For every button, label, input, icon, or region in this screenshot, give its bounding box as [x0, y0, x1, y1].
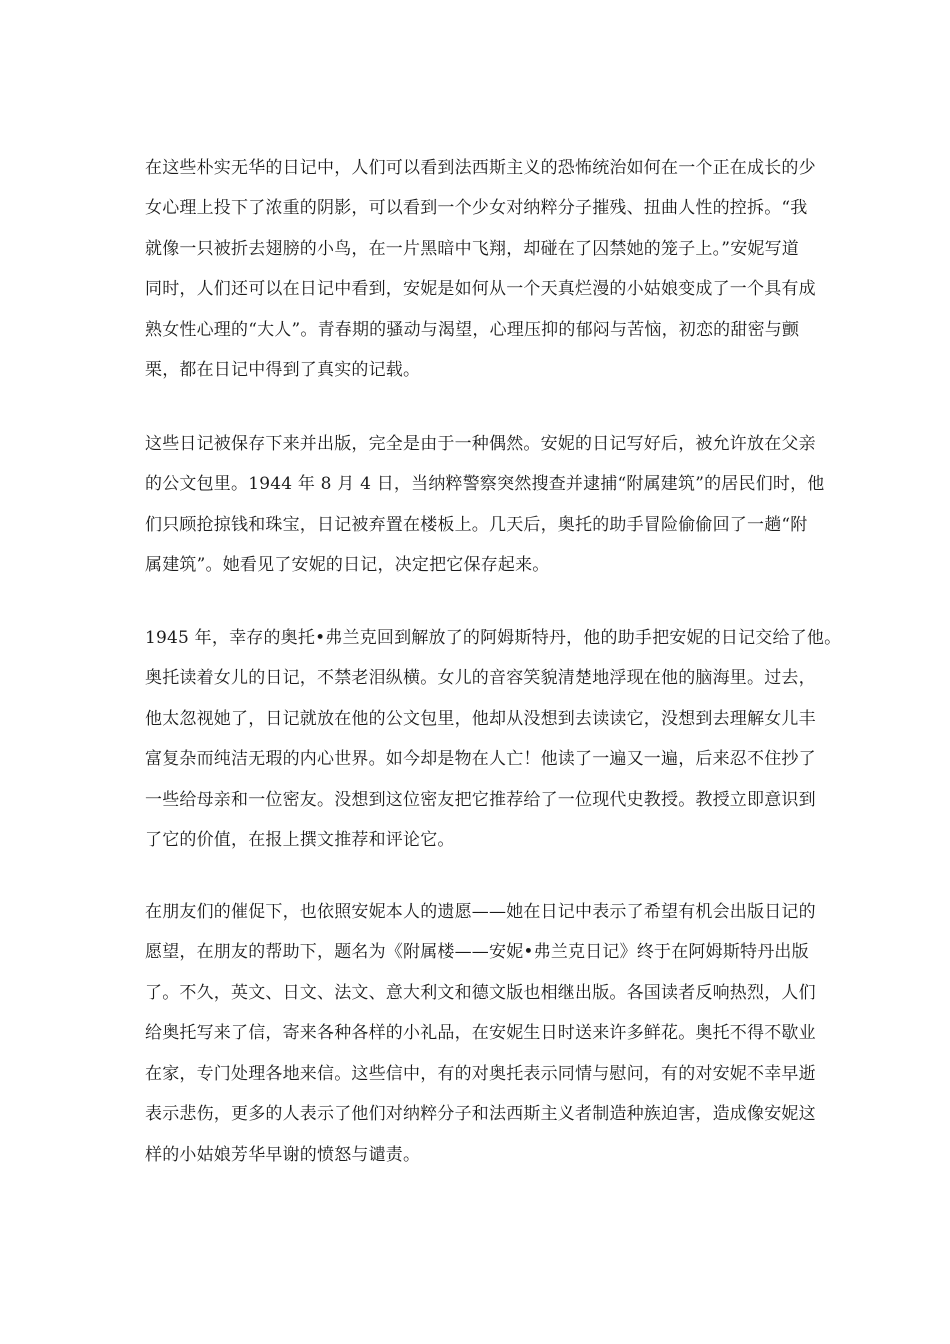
- text-line: 属建筑”。她看见了安妮的日记，决定把它保存起来。: [145, 555, 550, 575]
- text-line: 熟女性心理的“大人”。青春期的骚动与渴望，心理压抑的郁闷与苦恼，初恋的甜密与颤: [145, 320, 800, 340]
- text-line: 同时，人们还可以在日记中看到，安妮是如何从一个天真烂漫的小姑娘变成了一个具有成: [145, 279, 816, 299]
- text-line: 一些给母亲和一位密友。没想到这位密友把它推荐给了一位现代史教授。教授立即意识到: [145, 790, 816, 810]
- text-line: 愿望，在朋友的帮助下，题名为《附属楼——安妮•弗兰克日记》终于在阿姆斯特丹出版: [145, 942, 809, 962]
- text-line: 的公文包里。1944 年 8 月 4 日，当纳粹警察突然搜查并逮捕“附属建筑”的居民们时，他: [145, 474, 825, 494]
- text-line: 富复杂而纯洁无瑕的内心世界。如今却是物在人亡！他读了一遍又一遍，后来忍不住抄了: [145, 749, 816, 769]
- text-line: 在这些朴实无华的日记中，人们可以看到法西斯主义的恐怖统治如何在一个正在成长的少: [145, 158, 816, 178]
- text-line: 表示悲伤，更多的人表示了他们对纳粹分子和法西斯主义者制造种族迫害，造成像安妮这: [145, 1104, 816, 1124]
- text-line: 给奥托写来了信，寄来各种各样的小礼品，在安妮生日时送来许多鲜花。奥托不得不歇业: [145, 1023, 816, 1043]
- text-line: 1945 年，幸存的奥托•弗兰克回到解放了的阿姆斯特丹，他的助手把安妮的日记交给了他。: [145, 628, 842, 648]
- text-line: 在家，专门处理各地来信。这些信中，有的对奥托表示同情与慰问，有的对安妮不幸早逝: [145, 1064, 816, 1084]
- text-line: 就像一只被折去翅膀的小鸟，在一片黑暗中飞翔，却碰在了囚禁她的笼子上。”安妮写道: [145, 239, 799, 259]
- text-line: 这些日记被保存下来并出版，完全是由于一种偶然。安妮的日记写好后，被允许放在父亲: [145, 434, 816, 454]
- text-line: 样的小姑娘芳华早谢的愤怒与谴责。: [145, 1145, 421, 1165]
- text-line: 女心理上投下了浓重的阴影，可以看到一个少女对纳粹分子摧残、扭曲人性的控拆。“我: [145, 198, 808, 218]
- text-line: 了。不久，英文、日文、法文、意大利文和德文版也相继出版。各国读者反响热烈，人们: [145, 983, 816, 1003]
- text-line: 他太忽视她了，日记就放在他的公文包里，他却从没想到去读读它，没想到去理解女儿丰: [145, 709, 816, 729]
- text-line: 了它的价值，在报上撰文推荐和评论它。: [145, 830, 455, 850]
- text-line: 们只顾抢掠钱和珠宝，日记被弃置在楼板上。几天后，奥托的助手冒险偷偷回了一趟“附: [145, 515, 808, 535]
- text-line: 奥托读着女儿的日记，不禁老泪纵横。女儿的音容笑貌清楚地浮现在他的脑海里。过去，: [145, 668, 816, 688]
- text-line: 栗，都在日记中得到了真实的记载。: [145, 360, 421, 380]
- text-line: 在朋友们的催促下，也依照安妮本人的遗愿——她在日记中表示了希望有机会出版日记的: [145, 902, 816, 922]
